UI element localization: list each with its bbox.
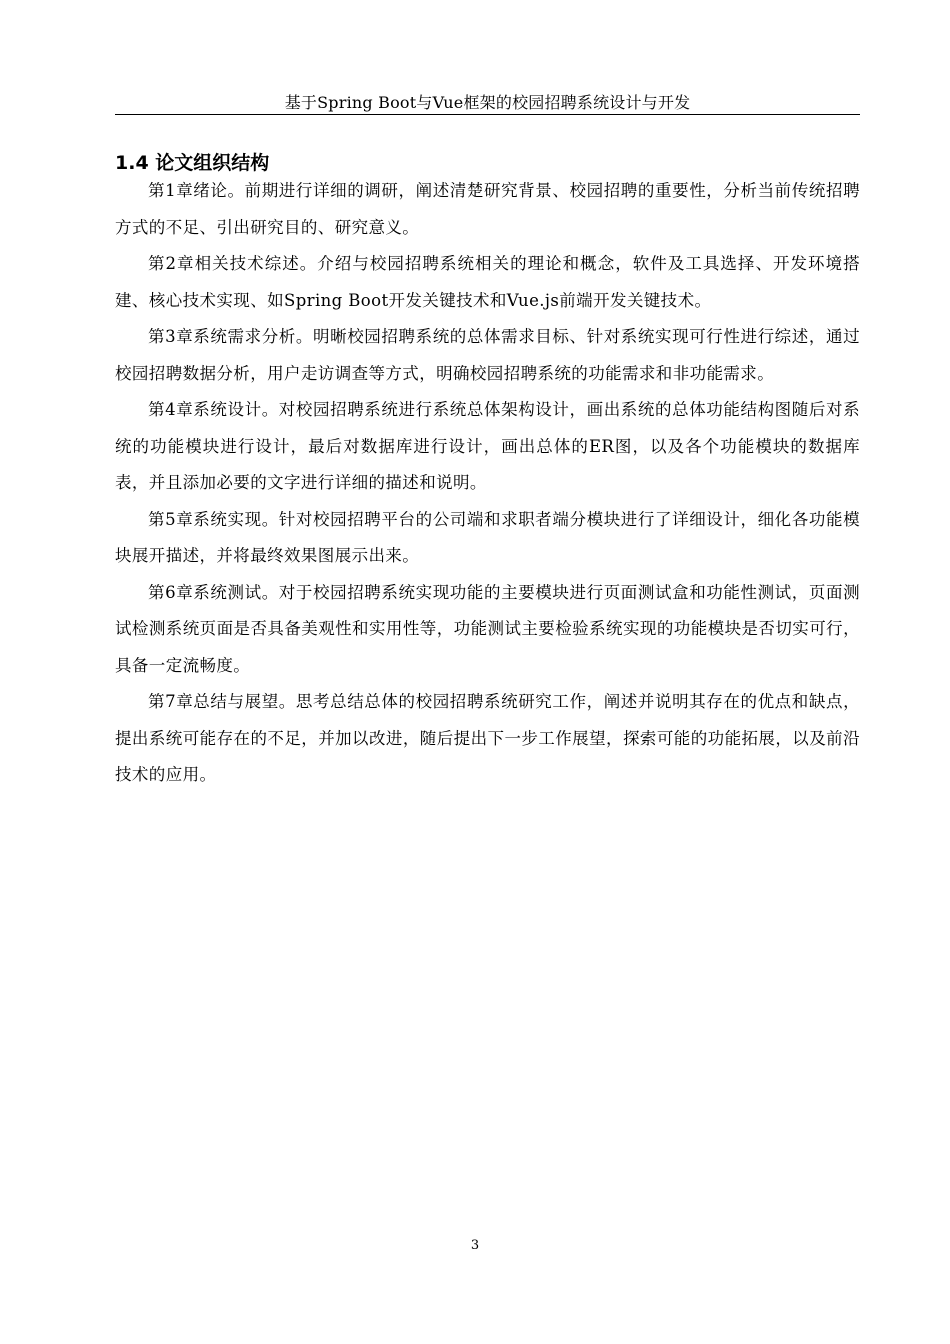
paragraph-chapter-6: 第6章系统测试。对于校园招聘系统实现功能的主要模块进行页面测试盒和功能性测试，页面测试检测系统页面是否具备美观性和实用性等，功能测试主要检验系统实现的功能模块是否切实可行，具备一定流畅度。: [115, 582, 860, 675]
paragraph-chapter-7: 第7章总结与展望。思考总结总体的校园招聘系统研究工作，阐述并说明其存在的优点和缺点，提出系统可能存在的不足，并加以改进，随后提出下一步工作展望，探索可能的功能拓展，以及前沿技术的应用。: [115, 692, 860, 784]
paragraph-chapter-2: 第2章相关技术综述。介绍与校园招聘系统相关的理论和概念，软件及工具选择、开发环境搭建、核心技术实现、如Spring Boot开发关键技术和Vue.js前端开发关键技术。: [115, 254, 860, 310]
paragraph-chapter-1: 第1章绪论。前期进行详细的调研，阐述清楚研究背景、校园招聘的重要性，分析当前传统招聘方式的不足、引出研究目的、研究意义。: [115, 181, 860, 237]
section-heading: 1.4 论文组织结构: [115, 152, 270, 174]
running-header: 基于Spring Boot与Vue框架的校园招聘系统设计与开发: [284, 93, 691, 112]
header-divider: [115, 114, 860, 115]
paragraph-chapter-5: 第5章系统实现。针对校园招聘平台的公司端和求职者端分模块进行了详细设计，细化各功能模块展开描述，并将最终效果图展示出来。: [115, 509, 860, 565]
paragraph-chapter-4: 第4章系统设计。对校园招聘系统进行系统总体架构设计，画出系统的总体功能结构图随后对系统的功能模块进行设计，最后对数据库进行设计，画出总体的ER图，以及各个功能模块的数据库表，并且添加必要的文字进行详细的描述和说明。: [115, 400, 860, 492]
page-number: 3: [470, 1238, 480, 1253]
body-text: [115, 173, 860, 794]
paragraph-chapter-3: 第3章系统需求分析。明晰校园招聘系统的总体需求目标、针对系统实现可行性进行综述，通过校园招聘数据分析，用户走访调查等方式，明确校园招聘系统的功能需求和非功能需求。: [115, 327, 860, 383]
